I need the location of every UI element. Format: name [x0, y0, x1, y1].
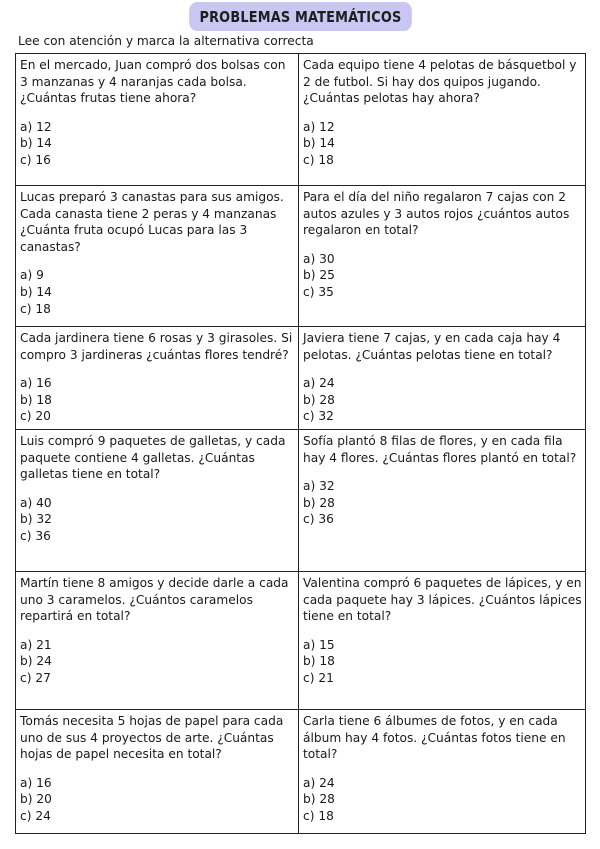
answer-options [303, 775, 582, 825]
problem-question: Sofía plantó 8 filas de flores, y en cada fila hay 4 flores. ¿Cuántas flores plantó en total? [303, 434, 577, 465]
answer-options [303, 637, 582, 687]
answer-options [20, 119, 295, 169]
answer-option[interactable]: b) 25 [303, 268, 335, 283]
answer-option[interactable]: b) 14 [20, 284, 52, 299]
answer-option[interactable]: a) 9 [20, 268, 44, 283]
answer-options [303, 119, 582, 169]
answer-option[interactable]: b) 18 [20, 392, 52, 407]
problem-row [16, 572, 586, 710]
answer-option[interactable]: c) 24 [20, 808, 51, 823]
problem-cell [299, 710, 586, 834]
problem-cell [299, 54, 586, 186]
answer-option[interactable]: a) 40 [20, 495, 52, 510]
problem-question: En el mercado, Juan compró dos bolsas con 3 manzanas y 4 naranjas cada bolsa. ¿Cuántas frutas tiene ahora? [20, 58, 286, 106]
answer-option[interactable]: c) 35 [303, 284, 334, 299]
answer-options [20, 267, 295, 317]
problem-question: Cada equipo tiene 4 pelotas de básquetbol y 2 de futbol. Si hay dos quipos jugando. ¿Cuántas pelotas hay ahora? [303, 58, 577, 106]
problem-question: Martín tiene 8 amigos y decide darle a cada uno 3 caramelos. ¿Cuántos caramelos repartirá en total? [20, 576, 289, 624]
answer-option[interactable]: c) 18 [20, 301, 51, 316]
answer-option[interactable]: c) 18 [303, 152, 334, 167]
answer-option[interactable]: b) 32 [20, 512, 52, 527]
answer-options [20, 637, 295, 687]
answer-option[interactable]: c) 18 [303, 808, 334, 823]
title-banner [0, 2, 600, 31]
problem-question: Javiera tiene 7 cajas, y en cada caja hay 4 pelotas. ¿Cuántas pelotas tiene en total? [303, 331, 561, 362]
answer-option[interactable]: b) 28 [303, 792, 335, 807]
answer-option[interactable]: b) 14 [20, 136, 52, 151]
answer-option[interactable]: c) 36 [303, 512, 334, 527]
answer-options [20, 775, 295, 825]
problem-cell [16, 430, 299, 572]
answer-option[interactable]: c) 21 [303, 670, 334, 685]
problem-question: Valentina compró 6 paquetes de lápices, y en cada paquete hay 3 lápices. ¿Cuántos lápices tiene en total? [303, 576, 582, 624]
answer-option[interactable]: b) 20 [20, 792, 52, 807]
problem-row [16, 186, 586, 327]
problem-row [16, 54, 586, 186]
problem-cell [16, 572, 299, 710]
problem-row [16, 710, 586, 834]
answer-options [303, 478, 582, 528]
answer-option[interactable]: c) 27 [20, 670, 51, 685]
problem-cell [16, 186, 299, 327]
answer-options [20, 495, 295, 545]
problems-table [15, 53, 586, 834]
answer-option[interactable]: c) 20 [20, 409, 51, 424]
answer-option[interactable]: b) 28 [303, 392, 335, 407]
answer-option[interactable]: a) 24 [303, 376, 335, 391]
answer-option[interactable]: a) 12 [20, 119, 52, 134]
problem-question: Para el día del niño regalaron 7 cajas con 2 autos azules y 3 autos rojos ¿cuántos autos regalaron en total? [303, 190, 570, 238]
answer-option[interactable]: c) 32 [303, 409, 334, 424]
problem-row [16, 430, 586, 572]
problem-cell [16, 54, 299, 186]
answer-option[interactable]: a) 16 [20, 376, 52, 391]
answer-option[interactable]: c) 16 [20, 152, 51, 167]
answer-option[interactable]: a) 21 [20, 637, 52, 652]
answer-option[interactable]: b) 14 [303, 136, 335, 151]
answer-options [303, 375, 582, 425]
problem-row [16, 327, 586, 430]
problem-question: Luis compró 9 paquetes de galletas, y cada paquete contiene 4 galletas. ¿Cuántas galletas tiene en total? [20, 434, 286, 482]
answer-options [303, 251, 582, 301]
answer-option[interactable]: a) 15 [303, 637, 335, 652]
answer-option[interactable]: b) 28 [303, 495, 335, 510]
problem-question: Cada jardinera tiene 6 rosas y 3 girasoles. Si compro 3 jardineras ¿cuántas flores tendré? [20, 331, 293, 362]
problem-cell [299, 186, 586, 327]
answer-option[interactable]: a) 32 [303, 479, 335, 494]
problem-cell [16, 327, 299, 430]
answer-option[interactable]: a) 30 [303, 251, 335, 266]
problem-question: Lucas preparó 3 canastas para sus amigos. Cada canasta tiene 2 peras y 4 manzanas ¿Cuánta fruta ocupó Lucas para las 3 canastas? [20, 190, 284, 254]
instructions: Lee con atención y marca la alternativa correcta [18, 34, 314, 48]
problem-question: Tomás necesita 5 hojas de papel para cada uno de sus 4 proyectos de arte. ¿Cuántas hojas de papel necesita en total? [20, 714, 284, 762]
problem-cell [299, 327, 586, 430]
problem-cell [299, 572, 586, 710]
problem-cell [16, 710, 299, 834]
answer-options [20, 375, 295, 425]
answer-option[interactable]: b) 24 [20, 654, 52, 669]
answer-option[interactable]: a) 12 [303, 119, 335, 134]
answer-option[interactable]: a) 16 [20, 775, 52, 790]
answer-option[interactable]: a) 24 [303, 775, 335, 790]
problem-cell [299, 430, 586, 572]
answer-option[interactable]: c) 36 [20, 528, 51, 543]
answer-option[interactable]: b) 18 [303, 654, 335, 669]
page-title: PROBLEMAS MATEMÁTICOS [189, 2, 412, 31]
problem-question: Carla tiene 6 álbumes de fotos, y en cada álbum hay 4 fotos. ¿Cuántas fotos tiene en total? [303, 714, 566, 762]
